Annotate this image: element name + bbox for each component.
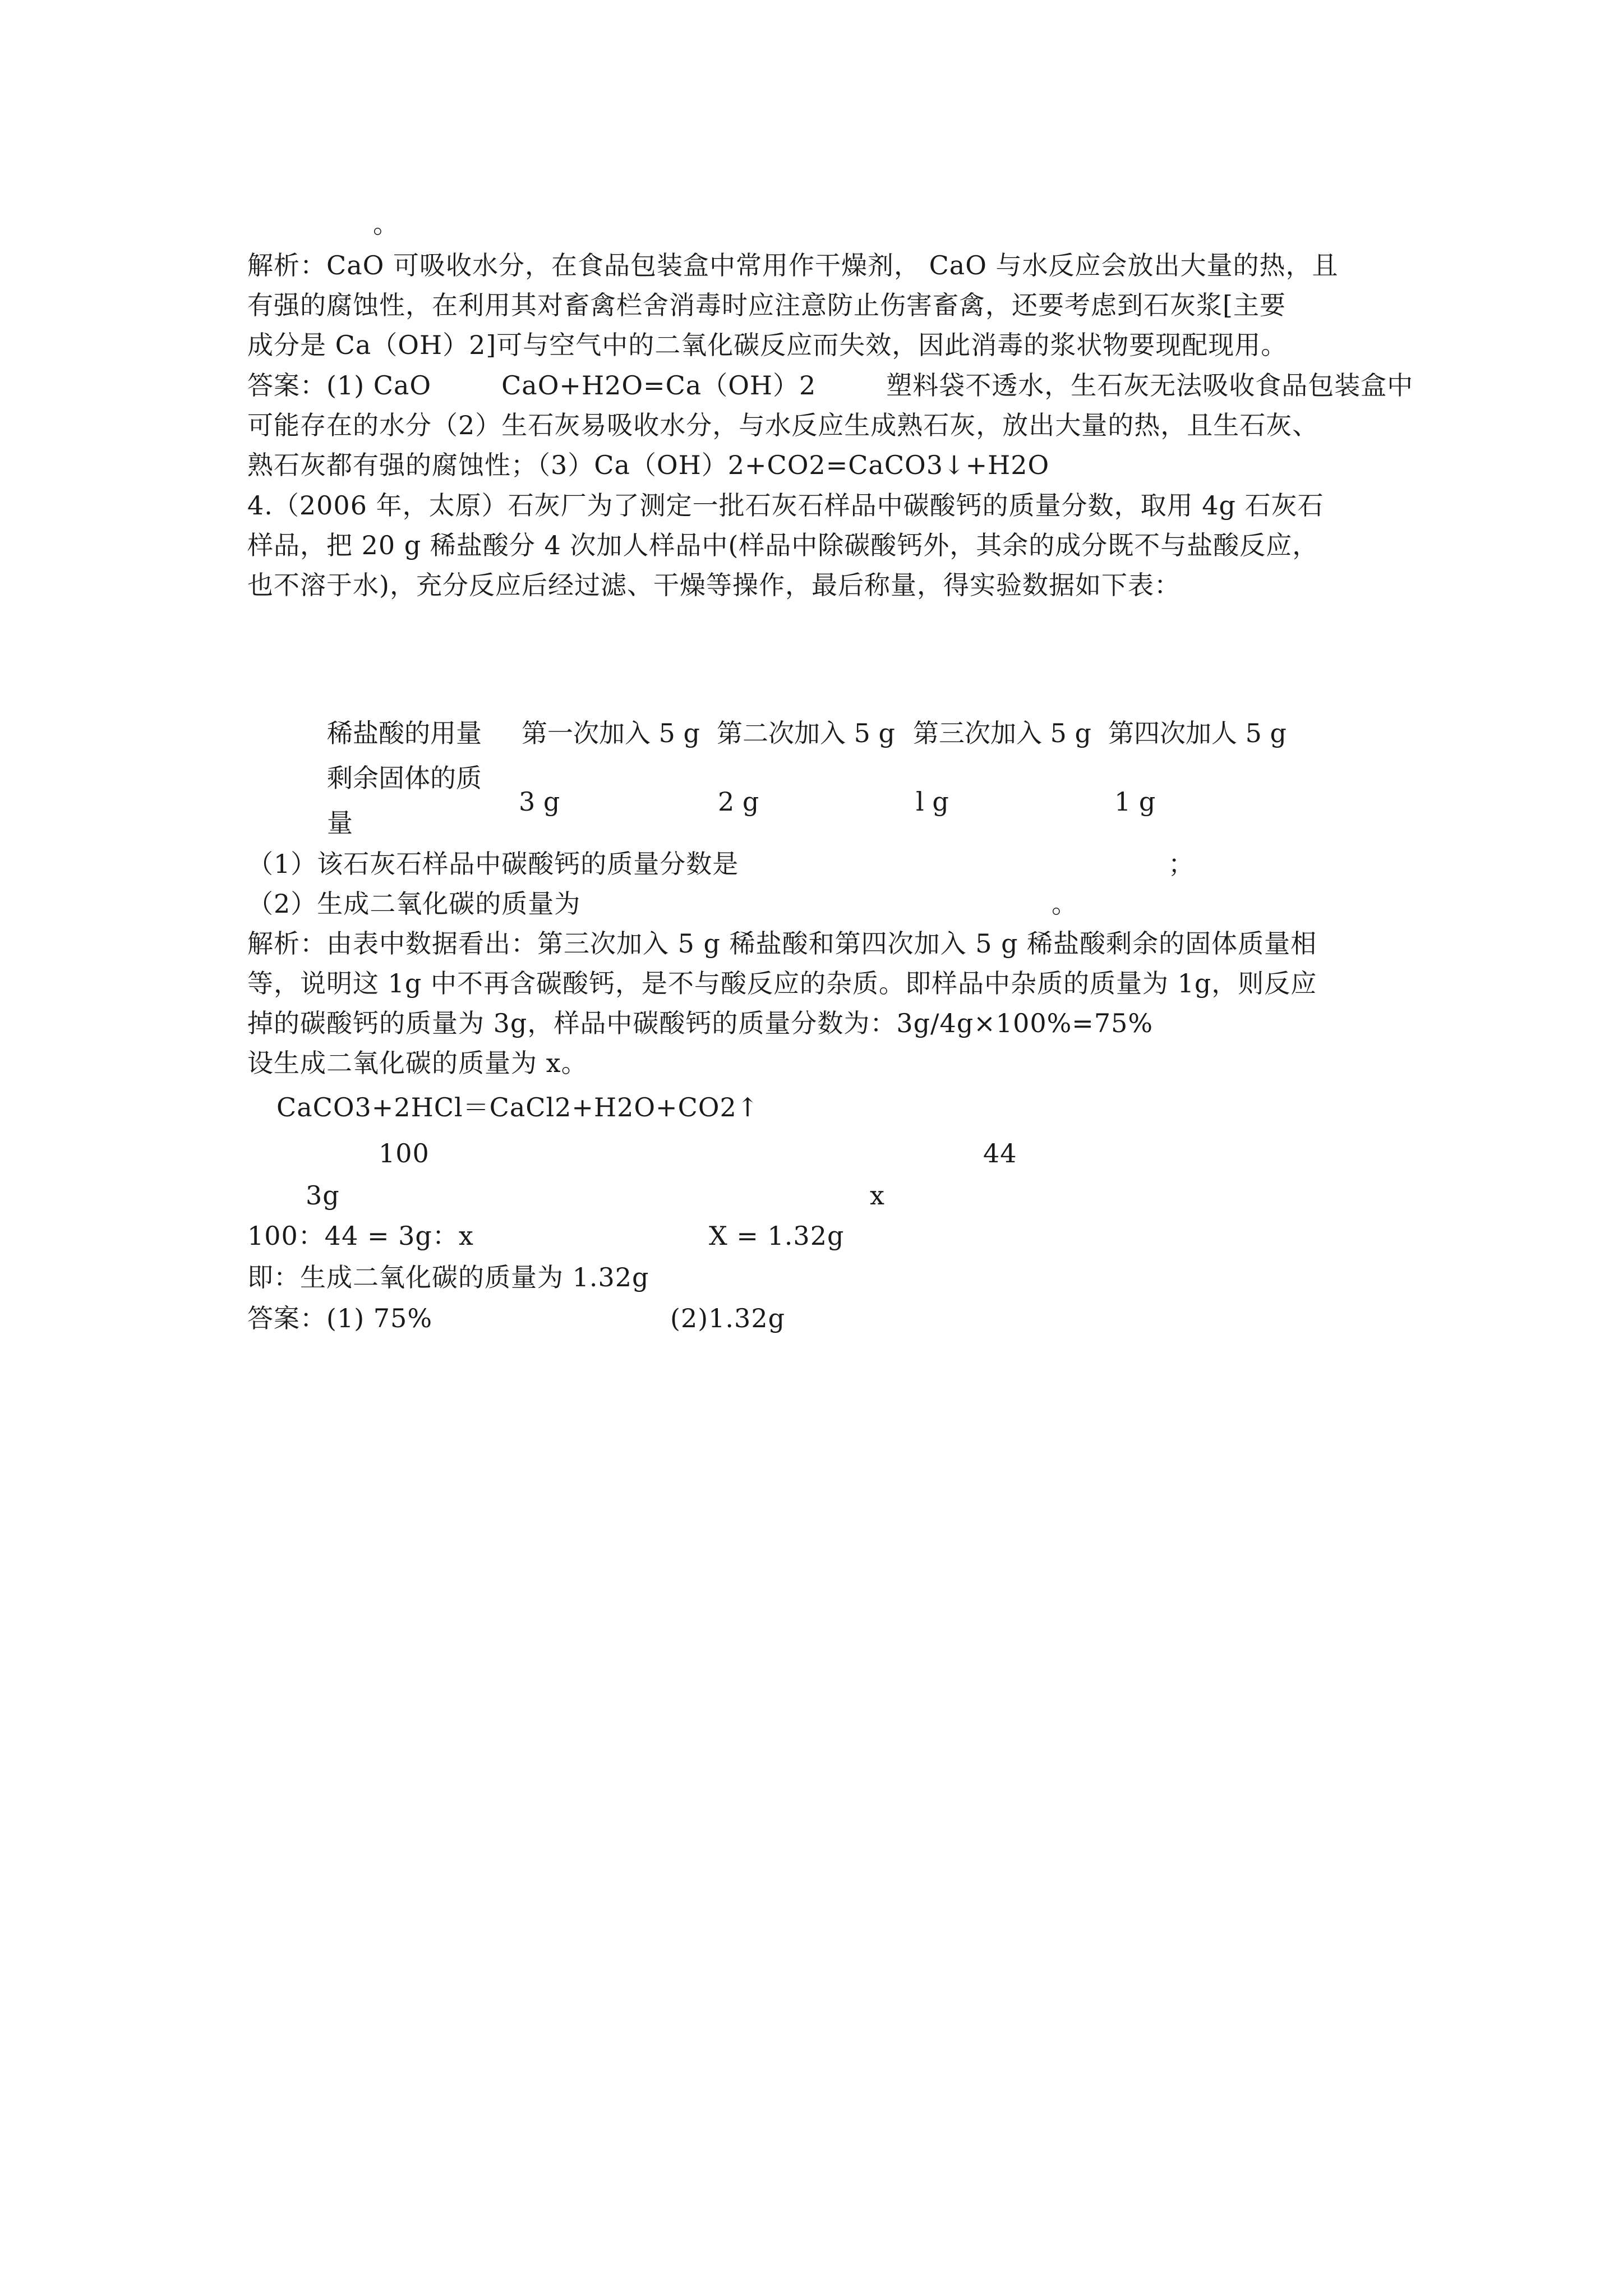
table-row-label-line-1: 剩余固体的质 [327,763,482,793]
q3-analysis-line-2: 有强的腐蚀性，在利用其对畜禽栏舍消毒时应注意防止伤害畜禽，还要考虑到石灰浆[主要 [247,290,1286,320]
q4-question-2-end: 。 [1052,889,1078,919]
q4-stem-line-2: 样品，把 20 g 稀盐酸分 4 次加人样品中(样品中除碳酸钙外，其余的成分既不与盐酸反应， [247,530,1319,560]
table-row-value-1: 3 g [519,786,560,817]
top-mark: 。 [373,209,399,239]
q4-analysis-line-1: 解析：由表中数据看出：第三次加入 5 g 稀盐酸和第四次加入 5 g 稀盐酸剩余的固体质量相 [247,928,1317,959]
table-header-label: 稀盐酸的用量 [327,718,482,748]
q4-answer-2: (2)1.32g [670,1303,786,1333]
q4-analysis-line-2: 等，说明这 1g 中不再含碳酸钙，是不与酸反应的杂质。即样品中杂质的质量为 1g，则反应 [247,968,1317,999]
q4-answer-1: 答案：(1) 75% [247,1303,433,1333]
table-row-value-2: 2 g [718,786,759,817]
q4-analysis-line-4: 设生成二氧化碳的质量为 x。 [247,1048,588,1078]
q3-analysis-line-1: 解析：CaO 可吸收水分，在食品包装盒中常用作干燥剂， CaO 与水反应会放出大量的热，且 [247,250,1339,280]
table-header-cell-4: 第四次加人 5 g [1108,718,1287,748]
table-row-value-4: 1 g [1114,786,1156,817]
q4-question-1-end: ； [1168,849,1195,879]
q4-stem-line-3: 也不溶于水)，充分反应后经过滤、干燥等操作，最后称量，得实验数据如下表： [247,570,1181,600]
table-row-value-3: l g [916,786,949,817]
q3-answer-line-3: 熟石灰都有强的腐蚀性；（3）Ca（OH）2+CO2=CaCO3↓+H2O [247,450,1050,480]
equation-mass-2: 44 [983,1138,1017,1168]
equation-result: X = 1.32g [709,1221,845,1251]
q4-stem-line-1: 4.（2006 年，太原）石灰厂为了测定一批石灰石样品中碳酸钙的质量分数，取用 4g 石灰石 [247,490,1324,521]
equation-amount-2: x [870,1180,885,1211]
q3-answer-line-1: 答案：(1) CaO CaO+H2O=Ca（OH）2 塑料袋不透水，生石灰无法吸收食品包装盒中 [247,370,1414,401]
equation-mass-1: 100 [379,1138,430,1168]
equation-ratio: 100：44 = 3g：x [247,1221,474,1251]
table-header-cell-1: 第一次加入 5 g [522,718,700,748]
q4-conclusion: 即：生成二氧化碳的质量为 1.32g [247,1262,649,1292]
equation-formula: CaCO3+2HCl＝CaCl2+H2O+CO2↑ [276,1092,759,1122]
q3-analysis-line-3: 成分是 Ca（OH）2]可与空气中的二氧化碳反应而失效，因此消毒的浆状物要现配现用。 [247,330,1288,360]
table-row-label-line-2: 量 [327,808,353,838]
q3-answer-line-2: 可能存在的水分（2）生石灰易吸收水分，与水反应生成熟石灰，放出大量的热，且生石灰、 [247,410,1319,440]
table-header-cell-3: 第三次加入 5 g [913,718,1091,748]
q4-question-2: （2）生成二氧化碳的质量为 [247,889,581,919]
q4-question-1: （1）该石灰石样品中碳酸钙的质量分数是 [247,849,739,879]
q4-analysis-line-3: 掉的碳酸钙的质量为 3g，样品中碳酸钙的质量分数为：3g/4g×100%=75% [247,1008,1154,1038]
equation-amount-1: 3g [306,1180,340,1211]
table-header-cell-2: 第二次加入 5 g [717,718,895,748]
